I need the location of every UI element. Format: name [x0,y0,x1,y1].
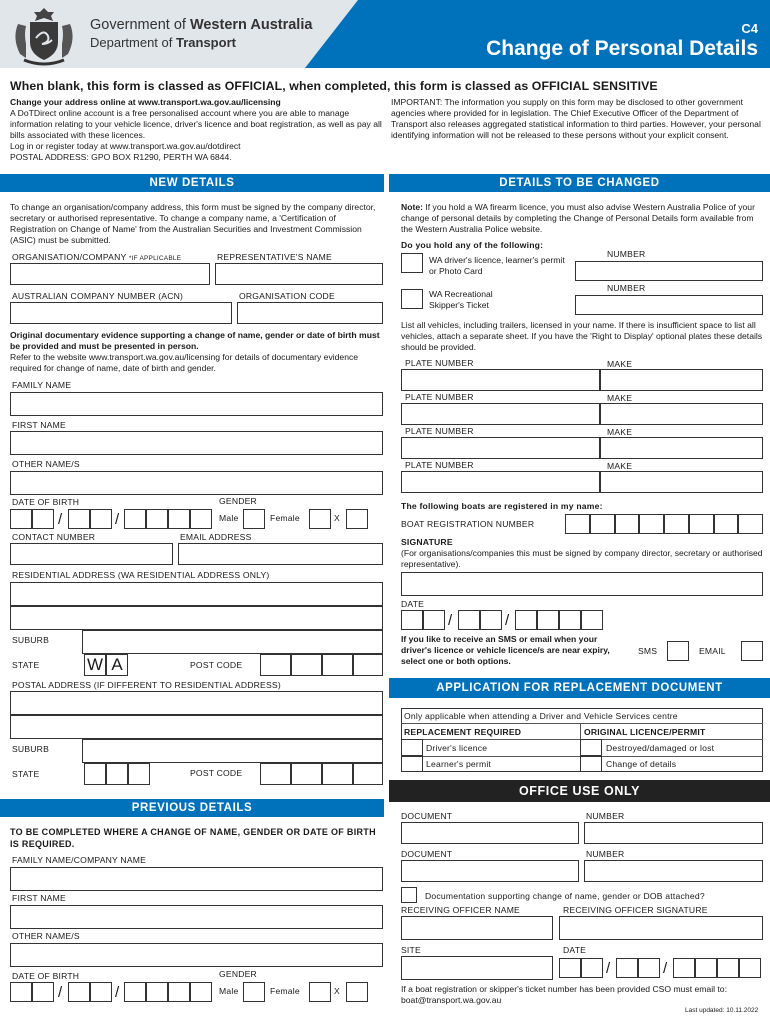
important-notice: IMPORTANT: The information you supply on this form may be disclosed to other government agencies where provided for in legislation. The Chief Executive Officer of the Department of Transport also releases aggregated statistical information to third parties. However, your personal identifying information will not be released to these persons without your explicit consent. [391,97,761,140]
dob-year-2[interactable] [146,509,168,529]
plate-input-1[interactable] [401,369,600,391]
email-opt-label: EMAIL [699,646,726,656]
family-name-label: FAMILY NAME [12,380,72,390]
boat-reg-label: BOAT REGISTRATION NUMBER [401,519,535,529]
number-label-2: NUMBER [607,283,646,293]
date-label: DATE [401,599,425,609]
form-code: C4 [741,21,758,36]
dob-month-2[interactable] [90,509,112,529]
drivers-licence-label: Driver's licence [426,743,488,753]
residential-label: RESIDENTIAL ADDRESS (WA RESIDENTIAL ADDRESS ONLY) [12,570,270,580]
dob-label: DATE OF BIRTH [12,497,80,507]
replacement-required-label: REPLACEMENT REQUIRED [404,727,522,737]
wa-licence-number-input[interactable] [575,261,763,281]
office-num1-input[interactable] [584,822,763,844]
department-name: Department of Transport [90,35,236,50]
office-use-header: OFFICE USE ONLY [389,780,770,802]
postal-input-2[interactable] [10,715,383,739]
gender-x-label: X [334,513,340,523]
plate-label-4: PLATE NUMBER [405,460,474,470]
prev-male-label: Male [219,986,239,996]
prev-family-label: FAMILY NAME/COMPANY NAME [12,855,147,865]
last-updated: Last updated: 10.11.2022 [685,1007,759,1014]
number-label-1: NUMBER [607,249,646,259]
skipper-checkbox[interactable] [401,289,423,309]
postcode-1[interactable] [260,654,291,676]
signature-note: (For organisations/companies this must be signed by company director, secretary or authorised representative). [401,548,763,569]
postcode2-2[interactable] [291,763,322,785]
supporting-docs-checkbox[interactable] [401,887,417,903]
skipper-number-input[interactable] [575,295,763,315]
plate-label-2: PLATE NUMBER [405,392,474,402]
dob-year-3[interactable] [168,509,190,529]
date-year-2[interactable] [537,610,559,630]
email-input[interactable] [178,543,383,565]
first-name-label: FIRST NAME [12,420,66,430]
postcode2-4[interactable] [353,763,383,785]
office-num1-label: NUMBER [586,811,625,821]
prev-male-checkbox[interactable] [243,982,265,1002]
office-date-month-2[interactable] [638,958,660,978]
evidence-note: Original documentary evidence supporting a change of name, gender or date of birth must be provided and must be presented in person. Refer to the website www.transport.wa.gov.au/licensing for details of documentary evidence required for change of name, date of birth and gender. [10,330,380,373]
wa-coat-of-arms-logo [10,6,78,66]
date-slash: / [505,612,510,629]
state2-3[interactable] [128,763,150,785]
office-doc2-input[interactable] [401,860,579,882]
officer-signature-input[interactable] [559,916,763,940]
destroyed-checkbox[interactable] [580,739,602,756]
email-checkbox[interactable] [741,641,763,661]
other-names-label: OTHER NAME/S [12,459,80,469]
boat-reg-box-3[interactable] [615,514,640,534]
gender-female-label: Female [270,513,300,523]
make-label-1: MAKE [607,359,633,369]
hold-question: Do you hold any of the following: [401,240,544,250]
acn-input[interactable] [10,302,232,324]
boat-reg-box-2[interactable] [590,514,615,534]
gender-x-checkbox[interactable] [346,509,368,529]
form-title: Change of Personal Details [486,37,758,60]
org-label: ORGANISATION/COMPANY *IF APPLICABLE [12,252,182,262]
postcode2-3[interactable] [322,763,353,785]
boat-reg-box-7[interactable] [714,514,739,534]
make-input-4[interactable] [600,471,763,493]
office-date-slash: / [663,960,668,977]
office-date-year-4[interactable] [739,958,761,978]
prev-dob-year-1[interactable] [124,982,146,1002]
gender-male-checkbox[interactable] [243,509,265,529]
replacement-note: Only applicable when attending a Driver and Vehicle Services centre [404,711,678,721]
sms-note: If you like to receive an SMS or email when your driver's licence or vehicle licence/s are near expiry, select one or both options. [401,634,610,666]
org-input[interactable] [10,263,210,285]
prev-dob-day-1[interactable] [10,982,32,1002]
date-day-1[interactable] [401,610,423,630]
rep-input[interactable] [215,263,383,285]
prev-dob-day-2[interactable] [32,982,54,1002]
office-date-day-1[interactable] [559,958,581,978]
contact-label: CONTACT NUMBER [12,532,96,542]
date-slash: / [448,612,453,629]
previous-details-header: PREVIOUS DETAILS [0,799,384,817]
learners-permit-checkbox[interactable] [401,756,423,772]
acn-label: AUSTRALIAN COMPANY NUMBER (ACN) [12,291,184,301]
details-changed-header: DETAILS TO BE CHANGED [389,174,770,192]
prev-dob-year-2[interactable] [146,982,168,1002]
skipper-label: WA Recreational Skipper's Ticket [429,289,493,310]
prev-family-input[interactable] [10,867,383,891]
postal-label: POSTAL ADDRESS (IF DIFFERENT TO RESIDENTIAL ADDRESS) [12,680,281,690]
prev-other-input[interactable] [10,943,383,967]
prev-other-label: OTHER NAME/S [12,931,80,941]
dob-month-1[interactable] [68,509,90,529]
boat-reg-box-4[interactable] [639,514,664,534]
dob-day-1[interactable] [10,509,32,529]
prev-gender-label: GENDER [219,969,257,979]
office-date-year-1[interactable] [673,958,695,978]
date-month-2[interactable] [480,610,502,630]
dob-year-1[interactable] [124,509,146,529]
make-label-2: MAKE [607,393,633,403]
dob-slash: / [115,511,120,528]
suburb2-input[interactable] [82,739,383,763]
date-year-1[interactable] [515,610,537,630]
residential-input-2[interactable] [10,606,383,630]
make-label-4: MAKE [607,461,633,471]
supporting-docs-label: Documentation supporting change of name, gender or DOB attached? [425,891,705,901]
rep-label: REPRESENTATIVE'S NAME [217,252,332,262]
make-input-2[interactable] [600,403,763,425]
postcode-label: POST CODE [190,660,243,670]
office-date-day-2[interactable] [581,958,603,978]
office-doc1-input[interactable] [401,822,579,844]
plate-input-2[interactable] [401,403,600,425]
office-date-year-2[interactable] [695,958,717,978]
prev-dob-slash: / [58,984,63,1001]
gender-female-checkbox[interactable] [309,509,331,529]
learners-permit-label: Learner's permit [426,759,492,769]
office-date-slash: / [606,960,611,977]
state-a: A [106,654,128,676]
office-date-year-3[interactable] [717,958,739,978]
postcode-2[interactable] [291,654,322,676]
residential-input-1[interactable] [10,582,383,606]
dob-year-4[interactable] [190,509,212,529]
prev-dob-month-2[interactable] [90,982,112,1002]
postcode-4[interactable] [353,654,383,676]
boat-reg-box-8[interactable] [738,514,763,534]
destroyed-label: Destroyed/damaged or lost [606,743,715,753]
postal-input-1[interactable] [10,691,383,715]
prev-x-checkbox[interactable] [346,982,368,1002]
date-year-4[interactable] [581,610,603,630]
change-details-label: Change of details [606,759,677,769]
prev-female-label: Female [270,986,300,996]
office-num2-label: NUMBER [586,849,625,859]
suburb-input[interactable] [82,630,383,654]
boat-reg-box-6[interactable] [689,514,714,534]
replacement-header: APPLICATION FOR REPLACEMENT DOCUMENT [389,678,770,698]
gender-male-label: Male [219,513,239,523]
suburb-label: SUBURB [12,635,50,645]
prev-dob-label: DATE OF BIRTH [12,971,80,981]
prev-dob-month-1[interactable] [68,982,90,1002]
office-num2-input[interactable] [584,860,763,882]
prev-dob-year-4[interactable] [190,982,212,1002]
previous-note: TO BE COMPLETED WHERE A CHANGE OF NAME, GENDER OR DATE OF BIRTH IS REQUIRED. [10,827,376,849]
signature-label: SIGNATURE [401,537,453,547]
plate-input-4[interactable] [401,471,600,493]
site-label: SITE [401,945,421,955]
prev-x-label: X [334,986,340,996]
org-code-label: ORGANISATION CODE [239,291,335,301]
state2-label: STATE [12,769,40,779]
plate-label-3: PLATE NUMBER [405,426,474,436]
make-input-1[interactable] [600,369,763,391]
plate-label-1: PLATE NUMBER [405,358,474,368]
prev-dob-slash: / [115,984,120,1001]
plate-input-3[interactable] [401,437,600,459]
first-name-input[interactable] [10,431,383,455]
org-code-input[interactable] [237,302,383,324]
officer-signature-label: RECEIVING OFFICER SIGNATURE [563,905,708,915]
date-day-2[interactable] [423,610,445,630]
officer-name-label: RECEIVING OFFICER NAME [401,905,520,915]
wa-licence-label: WA driver's licence, learner's permit or Photo Card [429,255,565,276]
state2-2[interactable] [106,763,128,785]
family-name-input[interactable] [10,392,383,416]
date-month-1[interactable] [458,610,480,630]
intro-left: Change your address online at www.transport.wa.gov.au/licensing A DoTDirect online account is a free personalised account where you are able to manage information relating to your vehicle licence, driver's licence and boat registration, as well as pay all bills associated with these licences. Log in or register today at www.transport.wa.gov.au/dotdirect POSTAL ADDRESS: GPO BOX R1290, PERTH WA 6844. [10,97,382,162]
prev-dob-year-3[interactable] [168,982,190,1002]
site-input[interactable] [401,956,553,980]
boat-reg-box-1[interactable] [565,514,590,534]
office-doc1-label: DOCUMENT [401,811,453,821]
make-label-3: MAKE [607,427,633,437]
contact-input[interactable] [10,543,173,565]
postcode2-1[interactable] [260,763,291,785]
make-input-3[interactable] [600,437,763,459]
postcode2-label: POST CODE [190,768,243,778]
office-doc2-label: DOCUMENT [401,849,453,859]
prev-female-checkbox[interactable] [309,982,331,1002]
gender-label: GENDER [219,496,257,506]
prev-first-label: FIRST NAME [12,893,66,903]
classification-banner: When blank, this form is classed as OFFICIAL, when completed, this form is classed as OFFICIAL SENSITIVE [10,79,658,93]
state-label: STATE [12,660,40,670]
firearm-note: Note: If you hold a WA firearm licence, you must also advise Western Australia Police of your change of personal details by completing the Change of Personal Details form available from the Western Australia Police website. [401,202,755,234]
email-label: EMAIL ADDRESS [180,532,252,542]
other-names-input[interactable] [10,471,383,495]
sms-checkbox[interactable] [667,641,689,661]
signature-input[interactable] [401,572,763,596]
postcode-3[interactable] [322,654,353,676]
state-w: W [84,654,106,676]
date-year-3[interactable] [559,610,581,630]
cso-note: If a boat registration or skipper's ticket number has been provided CSO must email to: boat@transport.wa.gov.au [401,984,727,1005]
state2-1[interactable] [84,763,106,785]
vehicles-note: List all vehicles, including trailers, licensed in your name. If there is insufficient space to list all vehicles, attach a separate sheet. If you have the 'Right to Display' optional plates these details should be provided. [401,320,763,352]
change-details-checkbox[interactable] [580,756,602,772]
office-date-month-1[interactable] [616,958,638,978]
wa-licence-checkbox[interactable] [401,253,423,273]
org-intro: To change an organisation/company address, this form must be signed by the company director, secretary or authorised representative. To change a company name, a 'Certification of Registration on Change of Name' from the Australian Securities and Investment Commission (ASIC) must be submitted. [10,202,376,245]
boats-label: The following boats are registered in my name: [401,501,603,511]
dob-day-2[interactable] [32,509,54,529]
boat-reg-box-5[interactable] [664,514,689,534]
office-date-label: DATE [563,945,587,955]
officer-name-input[interactable] [401,916,553,940]
dob-slash: / [58,511,63,528]
government-name: Government of Western Australia [90,17,313,33]
suburb2-label: SUBURB [12,744,50,754]
sms-label: SMS [638,646,658,656]
original-licence-label: ORIGINAL LICENCE/PERMIT [584,727,706,737]
new-details-header: NEW DETAILS [0,174,384,192]
prev-first-input[interactable] [10,905,383,929]
drivers-licence-checkbox[interactable] [401,739,423,756]
